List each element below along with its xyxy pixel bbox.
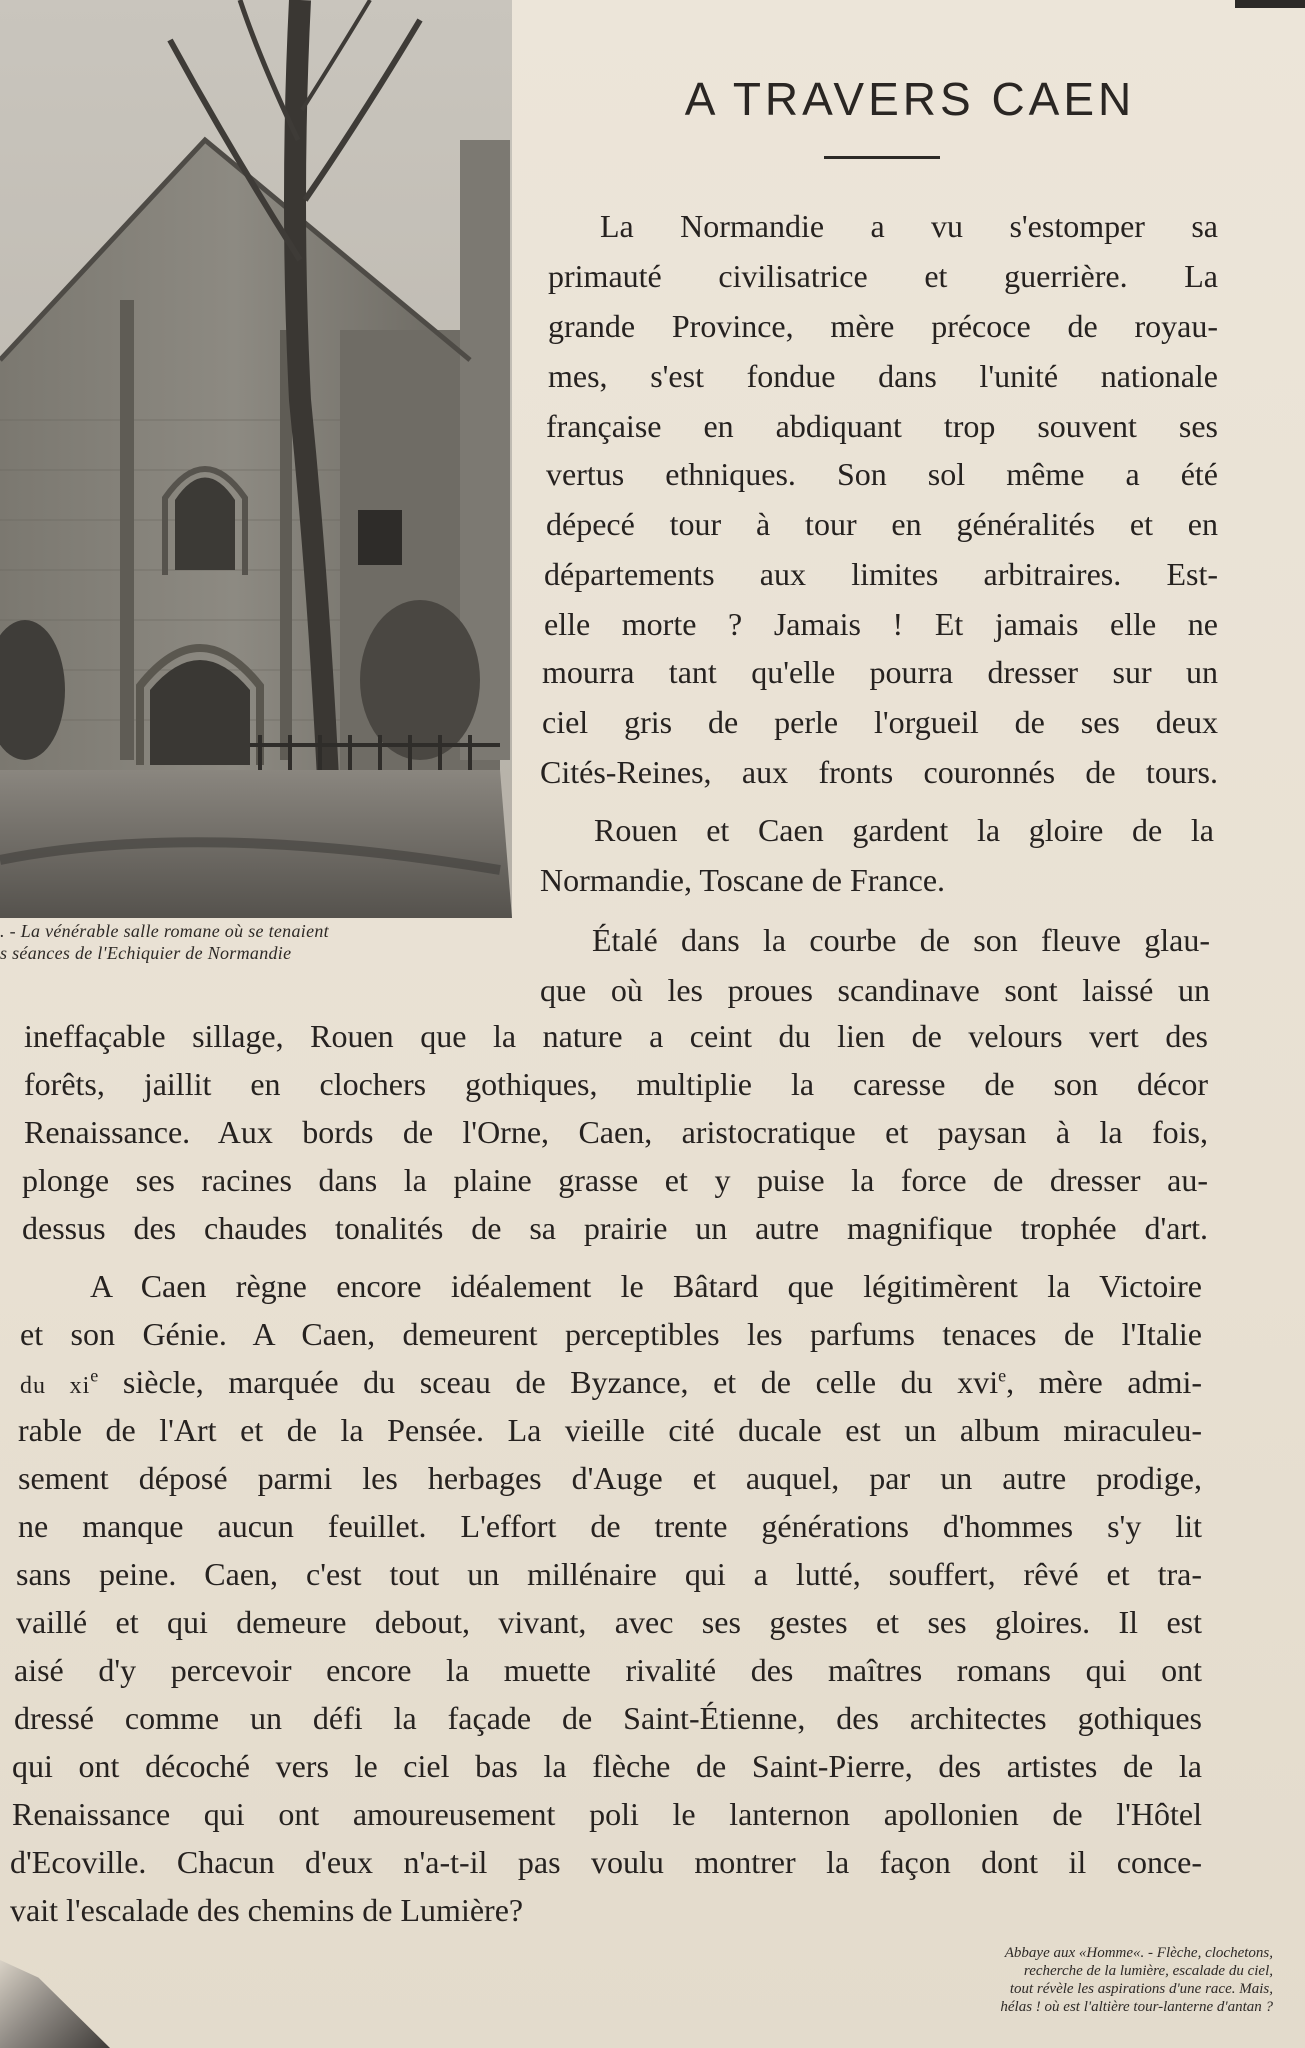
- text-line: Renaissance. Aux bords de l'Orne, Caen, aristocratique et paysan à la fois,: [24, 1114, 1208, 1150]
- photo-caption-line: . - La vénérable salle romane où se tenaient: [0, 921, 329, 941]
- text-line: forêts, jaillit en clochers gothiques, multiplie la caresse de son décor: [24, 1066, 1208, 1102]
- text-line: dressé comme un défi la façade de Saint-Étienne, des architectes gothiques: [14, 1700, 1202, 1736]
- text-line: primauté civilisatrice et guerrière. La: [548, 258, 1218, 294]
- page-edge-shadow: [1235, 0, 1305, 8]
- text-line: [20, 1364, 1202, 1404]
- text-line: sement déposé parmi les herbages d'Auge et auquel, par un autre prodige,: [18, 1460, 1202, 1496]
- text-line: mes, s'est fondue dans l'unité nationale: [548, 358, 1218, 394]
- abbey-caption-line: recherche de la lumière, escalade du ciel,: [1023, 1963, 1273, 1979]
- abbey-caption-line: tout révèle les aspirations d'une race. Mais,: [1009, 1981, 1273, 1997]
- text-line: que où les proues scandinave sont laissé un: [540, 972, 1210, 1008]
- text-line: départements aux limites arbitraires. Est-: [544, 556, 1218, 592]
- abbey-caption: [905, 1944, 1273, 2016]
- text-line: Normandie, Toscane de France.: [540, 862, 946, 898]
- text-line: mourra tant qu'elle pourra dresser sur un: [542, 654, 1218, 690]
- text-line: d'Ecoville. Chacun d'eux n'a-t-il pas voulu montrer la façon dont il conce-: [10, 1844, 1202, 1880]
- text-line: ineffaçable sillage, Rouen que la nature a ceint du lien de velours vert des: [24, 1018, 1208, 1054]
- text-line: aisé d'y percevoir encore la muette rivalité des maîtres romans qui ont: [14, 1652, 1202, 1688]
- photo-caption-line: s séances de l'Echiquier de Normandie: [0, 943, 292, 963]
- text-line: ne manque aucun feuillet. L'effort de trente générations d'hommes s'y lit: [18, 1508, 1202, 1544]
- text-line: vait l'escalade des chemins de Lumière?: [10, 1892, 524, 1928]
- text-line: elle morte ? Jamais ! Et jamais elle ne: [544, 606, 1218, 642]
- text-line: dessus des chaudes tonalités de sa prairie un autre magnifique trophée d'art.: [22, 1210, 1208, 1246]
- photo-caption: [0, 920, 500, 964]
- text-line: A Caen règne encore idéalement le Bâtard que légitimèrent la Victoire: [90, 1268, 1202, 1304]
- text-line: sans peine. Caen, c'est tout un millénaire qui a lutté, souffert, rêvé et tra-: [16, 1556, 1202, 1592]
- text-line: Rouen et Caen gardent la gloire de la: [594, 812, 1214, 848]
- title-divider: [824, 156, 940, 159]
- church-photograph: [0, 0, 512, 918]
- text-line: Cités-Reines, aux fronts couronnés de tours.: [540, 754, 1218, 790]
- text-line: rable de l'Art et de la Pensée. La vieille cité ducale est un album miraculeu-: [18, 1412, 1202, 1448]
- abbey-caption-line: Abbaye aux «Homme«. - Flèche, clochetons,: [1004, 1945, 1273, 1961]
- text-line: dépecé tour à tour en généralités et en: [546, 506, 1218, 542]
- text-line: et son Génie. A Caen, demeurent perceptibles les parfums tenaces de l'Italie: [20, 1316, 1202, 1352]
- text-line: ciel gris de perle l'orgueil de ses deux: [542, 704, 1218, 740]
- text-line: Renaissance qui ont amoureusement poli le lanternon apollonien de l'Hôtel: [12, 1796, 1202, 1832]
- text-line: grande Province, mère précoce de royau-: [548, 308, 1218, 344]
- page-corner-shadow: [0, 1960, 110, 2048]
- text-line: Étalé dans la courbe de son fleuve glau-: [592, 922, 1210, 958]
- text-fragment: siècle, marquée du sceau de Byzance, et de celle du xvi: [98, 1364, 999, 1400]
- abbey-caption-line: hélas ! où est l'altière tour-lanterne d'antan ?: [1000, 1999, 1273, 2015]
- superscript: e: [90, 1365, 99, 1386]
- superscript: e: [998, 1365, 1007, 1386]
- text-line: vaillé et qui demeure debout, vivant, avec ses gestes et ses gloires. Il est: [16, 1604, 1202, 1640]
- text-fragment: du xi: [20, 1373, 91, 1399]
- page-title: A TRAVERS CAEN: [684, 73, 1136, 125]
- text-line: vertus ethniques. Son sol même a été: [546, 456, 1218, 492]
- text-fragment: , mère admi-: [1006, 1364, 1203, 1400]
- text-line: française en abdiquant trop souvent ses: [546, 408, 1218, 444]
- text-line: La Normandie a vu s'estomper sa: [600, 208, 1218, 244]
- text-line: plonge ses racines dans la plaine grasse et y puise la force de dresser au-: [22, 1162, 1208, 1198]
- text-line: qui ont décoché vers le ciel bas la flèche de Saint-Pierre, des artistes de la: [12, 1748, 1202, 1784]
